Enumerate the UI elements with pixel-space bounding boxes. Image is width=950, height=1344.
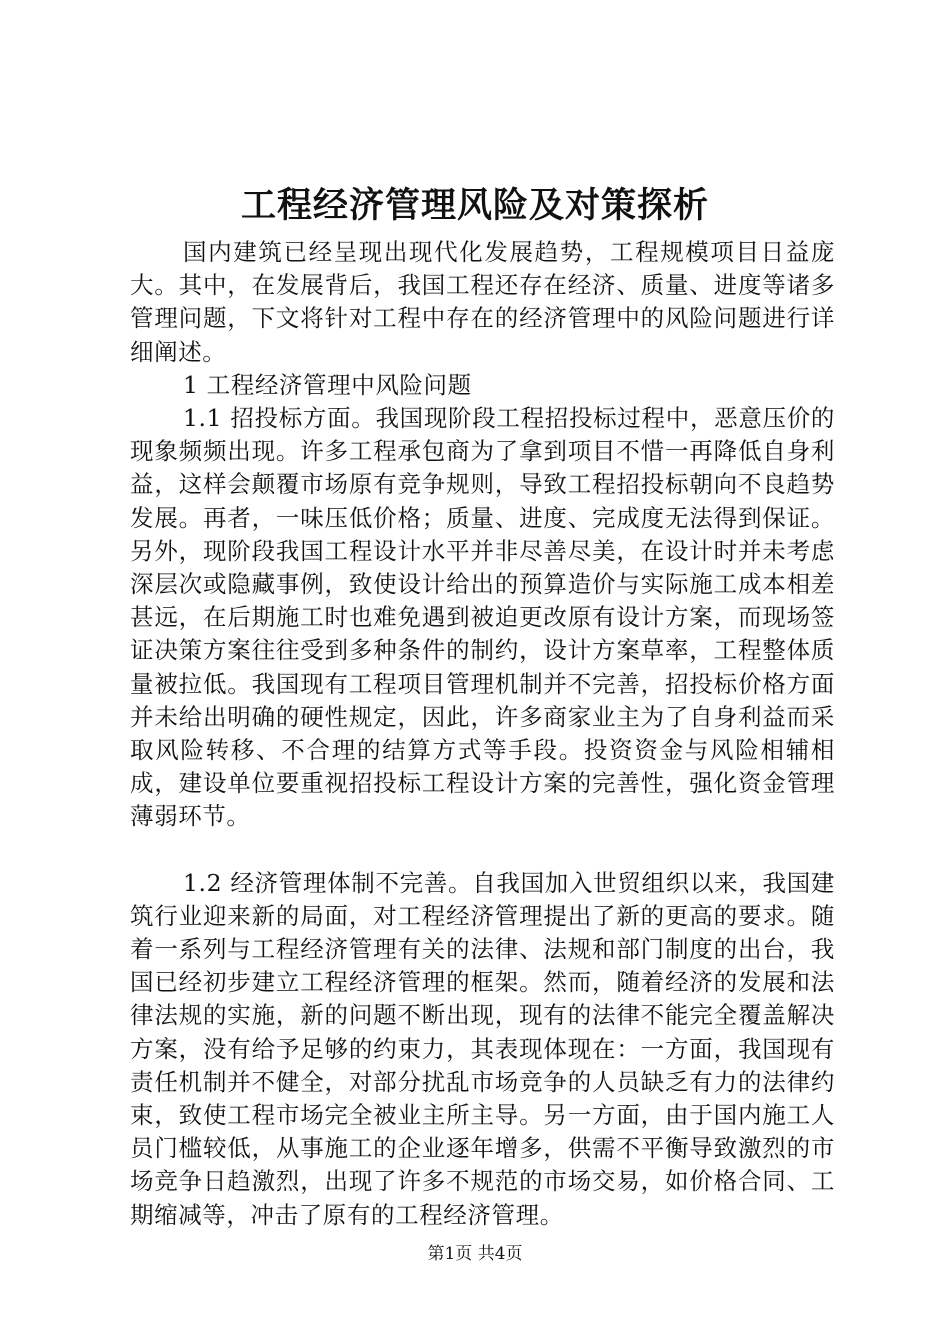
intro-paragraph: 国内建筑已经呈现出现代化发展趋势，工程规模项目日益庞大。其中，在发展背后，我国工程还存在经济、质量、进度等诸多管理问题，下文将针对工程中存在的经济管理中的风险问题进行详细阐述。 <box>130 238 835 366</box>
section-paragraph-1-1: 1.1 招投标方面。我国现阶段工程招投标过程中，恶意压价的现象频频出现。许多工程承包商为了拿到项目不惜一再降低自身利益，这样会颠覆市场原有竞争规则，导致工程招投标朝向不良趋势发展。再者，一味压低价格；质量、进度、完成度无法得到保证。另外，现阶段我国工程设计水平并非尽善尽美，在设计时并未考虑深层次或隐藏事例，致使设计给出的预算造价与实际施工成本相差甚远，在后期施工时也难免遇到被迫更改原有设计方案，而现场签证决策方案往往受到多种条件的制约，设计方案草率，工程整体质量被拉低。我国现有工程项目管理机制并不完善，招投标价格方面并未给出明确的硬性规定，因此，许多商家业主为了自身利益而采取风险转移、不合理的结算方式等手段。投资资金与风险相辅相成，建设单位要重视招投标工程设计方案的完善性，强化资金管理薄弱环节。 <box>130 404 835 831</box>
section-paragraph-1-2: 1.2 经济管理体制不完善。自我国加入世贸组织以来，我国建筑行业迎来新的局面，对工程经济管理提出了新的更高的要求。随着一系列与工程经济管理有关的法律、法规和部门制度的出台，我国已经初步建立工程经济管理的框架。然而，随着经济的发展和法律法规的实施，新的问题不断出现，现有的法律不能完全覆盖解决方案，没有给予足够的约束力，其表现体现在：一方面，我国现有责任机制并不健全，对部分扰乱市场竞争的人员缺乏有力的法律约束，致使工程市场完全被业主所主导。另一方面，由于国内施工人员门槛较低，从事施工的企业逐年增多，供需不平衡导致激烈的市场竞争日趋激烈，出现了许多不规范的市场交易，如价格合同、工期缩减等，冲击了原有的工程经济管理。 <box>130 868 835 1229</box>
page-footer: 第1页 共4页 <box>427 1244 523 1264</box>
paragraph-gap <box>130 834 835 867</box>
document-title: 工程经济管理风险及对策探析 <box>240 185 709 226</box>
section-heading: 1 工程经济管理中风险问题 <box>183 370 472 399</box>
document-body <box>130 236 835 1232</box>
